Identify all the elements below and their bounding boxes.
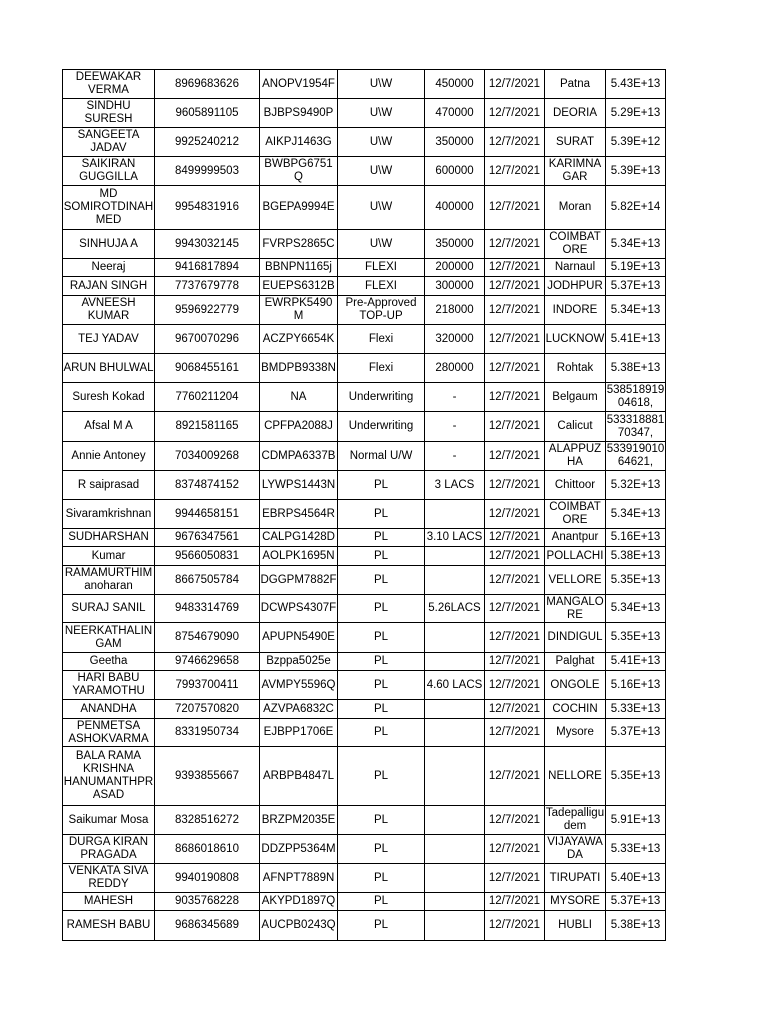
cell-account: 5.38E+13 [606,911,666,941]
cell-city: Patna [545,70,606,99]
cell-type: PL [338,500,425,529]
cell-type: PL [338,864,425,893]
cell-pan: DDZPP5364M [260,835,338,864]
cell-pan: NA [260,383,338,412]
cell-date: 12/7/2021 [485,653,545,671]
cell-pan: CDMPA6337B [260,442,338,471]
cell-pan: Bzppa5025e [260,653,338,671]
cell-type: PL [338,529,425,547]
cell-city: MANGALORE [546,595,604,621]
cell-type: PL [338,719,425,747]
cell-date: 12/7/2021 [485,70,545,99]
cell-account: 5.37E+13 [606,893,666,911]
cell-city: ALAPPUZHA [545,442,606,471]
cell-type: U\W [338,157,425,186]
cell-phone: 8328516272 [155,806,260,835]
cell-amount: 600000 [425,157,485,186]
cell-account: 5.34E+13 [606,230,666,259]
cell-phone: 7760211204 [155,383,260,412]
cell-date: 12/7/2021 [485,893,545,911]
table-row [63,671,666,700]
cell-pan: EJBPP1706E [260,719,338,747]
cell-phone: 9943032145 [155,230,260,259]
cell-account: 53391901064621, [606,442,666,471]
cell-amount [425,653,485,671]
table-row [63,911,666,941]
cell-amount [425,547,485,566]
cell-type: FLEXI [338,277,425,296]
cell-pan: BMDPB9338N [260,354,338,383]
table-row [63,806,666,835]
cell-city: POLLACHI [545,547,606,566]
cell-phone: 7034009268 [155,442,260,471]
cell-phone: 9925240212 [155,128,260,157]
cell-date: 12/7/2021 [485,911,545,941]
cell-amount: 4.60 LACS [425,671,485,700]
cell-account: 5.38E+13 [606,354,666,383]
cell-phone: 9393855667 [155,747,260,806]
cell-amount [425,747,485,806]
cell-amount: - [425,383,485,412]
cell-city: Tadepalligudem [545,806,606,835]
cell-phone: 9676347561 [155,529,260,547]
cell-type: PL [338,835,425,864]
cell-type: PL [338,471,425,500]
cell-amount: 400000 [425,186,485,230]
cell-pan: FVRPS2865C [260,230,338,259]
cell-account: 53851891904618, [606,383,666,412]
cell-name: BALA RAMA KRISHNA HANUMANTHPRASAD [63,747,155,806]
cell-date: 12/7/2021 [485,700,545,719]
table-row [63,383,666,412]
cell-name: SUDHARSHAN [63,529,155,547]
cell-type: PL [338,623,425,653]
table-row [63,835,666,864]
cell-city: KARIMNAGAR [545,157,606,186]
cell-phone: 8374874152 [155,471,260,500]
cell-account: 5.34E+13 [606,296,666,325]
cell-account: 5.33E+13 [606,700,666,719]
cell-type: Normal U/W [338,442,425,471]
cell-city: DINDIGUL [545,623,606,653]
cell-name: Suresh Kokad [63,383,155,412]
cell-pan: AVMPY5596Q [260,671,338,700]
cell-name: VENKATA SIVA REDDY [63,864,155,893]
cell-pan: DGGPM7882F [260,566,338,595]
cell-phone: 9068455161 [155,354,260,383]
cell-date: 12/7/2021 [485,806,545,835]
cell-amount: 218000 [425,296,485,325]
cell-pan: AIKPJ1463G [260,128,338,157]
table-row [63,747,666,806]
cell-account: 5.16E+13 [606,671,666,700]
cell-account: 5.82E+14 [606,186,666,230]
cell-type: Flexi [338,325,425,354]
cell-account: 5.91E+13 [606,806,666,835]
cell-name: MD SOMIROTDINAHMED [63,186,155,230]
cell-account: 5.38E+13 [606,547,666,566]
cell-amount: 350000 [425,128,485,157]
cell-name: R saiprasad [63,471,155,500]
cell-phone: 8331950734 [155,719,260,747]
cell-date: 12/7/2021 [485,128,545,157]
table-row [63,259,666,277]
cell-date: 12/7/2021 [485,296,545,325]
cell-phone: 7993700411 [155,671,260,700]
data-table [62,69,666,941]
cell-name: RAJAN SINGH [63,277,155,296]
cell-account: 5.29E+13 [606,99,666,128]
cell-name: SINDHU SURESH [63,99,155,128]
cell-amount [425,566,485,595]
cell-account: 5.16E+13 [606,529,666,547]
table-row [63,864,666,893]
cell-account: 5.37E+13 [606,719,666,747]
cell-account: 5.41E+13 [606,653,666,671]
cell-date: 12/7/2021 [485,566,545,595]
cell-amount: 470000 [425,99,485,128]
cell-pan: AOLPK1695N [260,547,338,566]
cell-date: 12/7/2021 [485,230,545,259]
cell-name: AVNEESH KUMAR [63,296,155,325]
cell-account: 5.33E+13 [606,835,666,864]
cell-city: Palghat [545,653,606,671]
cell-date: 12/7/2021 [485,99,545,128]
cell-date: 12/7/2021 [485,186,545,230]
cell-amount: 450000 [425,70,485,99]
cell-pan: CALPG1428D [260,529,338,547]
cell-pan: ARBPB4847L [260,747,338,806]
cell-type: U\W [338,70,425,99]
cell-phone: 9566050831 [155,547,260,566]
cell-type: U\W [338,230,425,259]
cell-type: PL [338,806,425,835]
cell-amount [425,623,485,653]
cell-pan: AUCPB0243Q [260,911,338,941]
cell-account: 5.35E+13 [606,623,666,653]
cell-account: 5.34E+13 [606,595,666,623]
cell-name: ANANDHA [63,700,155,719]
cell-date: 12/7/2021 [485,277,545,296]
cell-pan: BRZPM2035E [260,806,338,835]
cell-account: 5.35E+13 [606,566,666,595]
cell-amount: 280000 [425,354,485,383]
cell-pan: BJBPS9490P [260,99,338,128]
cell-name: PENMETSA ASHOKVARMA [63,719,155,747]
table-row [63,325,666,354]
table-row [63,719,666,747]
cell-type: U\W [338,186,425,230]
cell-name: MAHESH [63,893,155,911]
table-row [63,595,666,623]
table-row [63,623,666,653]
cell-phone: 8754679090 [155,623,260,653]
cell-phone: 8921581165 [155,412,260,442]
table-body [63,70,666,941]
cell-account: 5.32E+13 [606,471,666,500]
cell-city: Belgaum [545,383,606,412]
cell-amount: 300000 [425,277,485,296]
cell-name: RAMESH BABU [63,911,155,941]
cell-amount: - [425,442,485,471]
cell-date: 12/7/2021 [485,471,545,500]
cell-pan: EWRPK5490M [260,296,338,325]
cell-date: 12/7/2021 [485,354,545,383]
cell-name: Afsal M A [63,412,155,442]
cell-name: SURAJ SANIL [63,595,155,623]
cell-phone: 9035768228 [155,893,260,911]
cell-amount: 3 LACS [425,471,485,500]
cell-amount [425,806,485,835]
cell-city: LUCKNOW [545,325,606,354]
cell-name: Kumar [63,547,155,566]
cell-city: Moran [545,186,606,230]
table-row [63,186,666,230]
cell-type: PL [338,700,425,719]
cell-amount: - [425,412,485,442]
cell-pan: BWBPG6751Q [260,157,338,186]
table-row [63,529,666,547]
cell-account: 5.39E+12 [606,128,666,157]
cell-date: 12/7/2021 [485,835,545,864]
cell-type: Underwriting [338,383,425,412]
cell-type: PL [338,547,425,566]
cell-amount: 5.26LACS [425,595,485,623]
cell-date: 12/7/2021 [485,623,545,653]
cell-city: NELLORE [545,747,606,806]
cell-type: FLEXI [338,259,425,277]
cell-pan: CPFPA2088J [260,412,338,442]
cell-phone: 9605891105 [155,99,260,128]
cell-name: Annie Antoney [63,442,155,471]
cell-phone: 9944658151 [155,500,260,529]
cell-amount: 320000 [425,325,485,354]
table-row [63,70,666,99]
cell-phone: 8686018610 [155,835,260,864]
cell-city: COIMBATORE [545,230,606,259]
cell-phone: 9483314769 [155,595,260,623]
cell-phone: 9596922779 [155,296,260,325]
cell-name: Sivaramkrishnan [63,500,155,529]
cell-date: 12/7/2021 [485,864,545,893]
cell-type: PL [338,671,425,700]
cell-name: RAMAMURTHIManoharan [63,566,155,595]
table-row [63,700,666,719]
cell-phone: 9940190808 [155,864,260,893]
cell-account: 5.34E+13 [606,500,666,529]
cell-type: PL [338,653,425,671]
table-row [63,500,666,529]
cell-pan: BGEPA9994E [260,186,338,230]
cell-phone: 8499999503 [155,157,260,186]
table-row [63,471,666,500]
cell-account: 5.37E+13 [606,277,666,296]
table-row [63,442,666,471]
cell-name: Geetha [63,653,155,671]
cell-type: Flexi [338,354,425,383]
cell-type: PL [338,911,425,941]
cell-city: INDORE [545,296,606,325]
cell-amount [425,864,485,893]
table-row [63,566,666,595]
cell-date: 12/7/2021 [485,595,545,623]
cell-account: 5.35E+13 [606,747,666,806]
table-row [63,547,666,566]
cell-date: 12/7/2021 [485,500,545,529]
cell-pan: DCWPS4307F [260,595,338,623]
cell-city: Chittoor [545,471,606,500]
cell-type: U\W [338,99,425,128]
cell-city: COIMBATORE [545,500,606,529]
cell-account: 5.19E+13 [606,259,666,277]
cell-city: ONGOLE [545,671,606,700]
cell-pan: BBNPN1165j [260,259,338,277]
cell-account: 5.40E+13 [606,864,666,893]
cell-amount: 3.10 LACS [425,529,485,547]
cell-name: TEJ YADAV [63,325,155,354]
cell-pan: EUEPS6312B [260,277,338,296]
cell-name: Neeraj [63,259,155,277]
cell-city: Anantpur [545,529,606,547]
cell-name: DURGA KIRAN PRAGADA [63,835,155,864]
cell-pan: ACZPY6654K [260,325,338,354]
cell-city: Calicut [545,412,606,442]
cell-city: VELLORE [545,566,606,595]
cell-type: Underwriting [338,412,425,442]
cell-date: 12/7/2021 [485,529,545,547]
cell-name: NEERKATHALINGAM [63,623,155,653]
cell-pan: AZVPA6832C [260,700,338,719]
cell-pan: AFNPT7889N [260,864,338,893]
table-row [63,128,666,157]
cell-city: COCHIN [545,700,606,719]
cell-phone: 9686345689 [155,911,260,941]
cell-pan: AKYPD1897Q [260,893,338,911]
cell-type: PL [338,893,425,911]
table-row [63,157,666,186]
cell-amount [425,893,485,911]
cell-city: TIRUPATI [545,864,606,893]
cell-date: 12/7/2021 [485,719,545,747]
table-row [63,277,666,296]
cell-amount [425,835,485,864]
cell-amount [425,500,485,529]
cell-type: PL [338,595,425,623]
table-row [63,296,666,325]
cell-name: SANGEETA JADAV [63,128,155,157]
cell-phone: 9670070296 [155,325,260,354]
cell-phone: 9954831916 [155,186,260,230]
cell-amount [425,719,485,747]
table-row [63,230,666,259]
table-row [63,99,666,128]
cell-amount [425,700,485,719]
table-row [63,412,666,442]
cell-city: Narnaul [545,259,606,277]
table-row [63,653,666,671]
cell-type: PL [338,747,425,806]
cell-date: 12/7/2021 [485,383,545,412]
cell-type: Pre-Approved TOP-UP [338,296,425,325]
cell-date: 12/7/2021 [485,157,545,186]
cell-city: Rohtak [545,354,606,383]
cell-amount: 200000 [425,259,485,277]
cell-city: DEORIA [545,99,606,128]
cell-amount [425,911,485,941]
cell-account: 5.41E+13 [606,325,666,354]
cell-date: 12/7/2021 [485,747,545,806]
cell-name: Saikumar Mosa [63,806,155,835]
cell-pan: APUPN5490E [260,623,338,653]
cell-phone: 8969683626 [155,70,260,99]
cell-phone: 7737679778 [155,277,260,296]
cell-city: JODHPUR [545,277,606,296]
cell-type: U\W [338,128,425,157]
cell-phone: 9416817894 [155,259,260,277]
cell-account: 53331888170347, [606,412,666,442]
cell-city: Mysore [545,719,606,747]
cell-pan: EBRPS4564R [260,500,338,529]
table-row [63,354,666,383]
cell-phone: 7207570820 [155,700,260,719]
cell-date: 12/7/2021 [485,259,545,277]
cell-name: SINHUJA A [63,230,155,259]
cell-city: MYSORE [545,893,606,911]
cell-date: 12/7/2021 [485,671,545,700]
cell-city: VIJAYAWADA [545,835,606,864]
cell-name: DEEWAKAR VERMA [63,70,155,99]
cell-type: PL [338,566,425,595]
cell-city: SURAT [545,128,606,157]
cell-account: 5.39E+13 [606,157,666,186]
cell-name: HARI BABU YARAMOTHU [63,671,155,700]
table-row [63,893,666,911]
cell-pan: LYWPS1443N [260,471,338,500]
cell-date: 12/7/2021 [485,412,545,442]
cell-phone: 8667505784 [155,566,260,595]
cell-date: 12/7/2021 [485,325,545,354]
cell-account: 5.43E+13 [606,70,666,99]
cell-city: HUBLI [545,911,606,941]
cell-date: 12/7/2021 [485,442,545,471]
cell-date: 12/7/2021 [485,547,545,566]
cell-phone: 9746629658 [155,653,260,671]
cell-pan: ANOPV1954F [260,70,338,99]
cell-name: SAIKIRAN GUGGILLA [63,157,155,186]
cell-name: ARUN BHULWAL [63,354,155,383]
cell-amount: 350000 [425,230,485,259]
